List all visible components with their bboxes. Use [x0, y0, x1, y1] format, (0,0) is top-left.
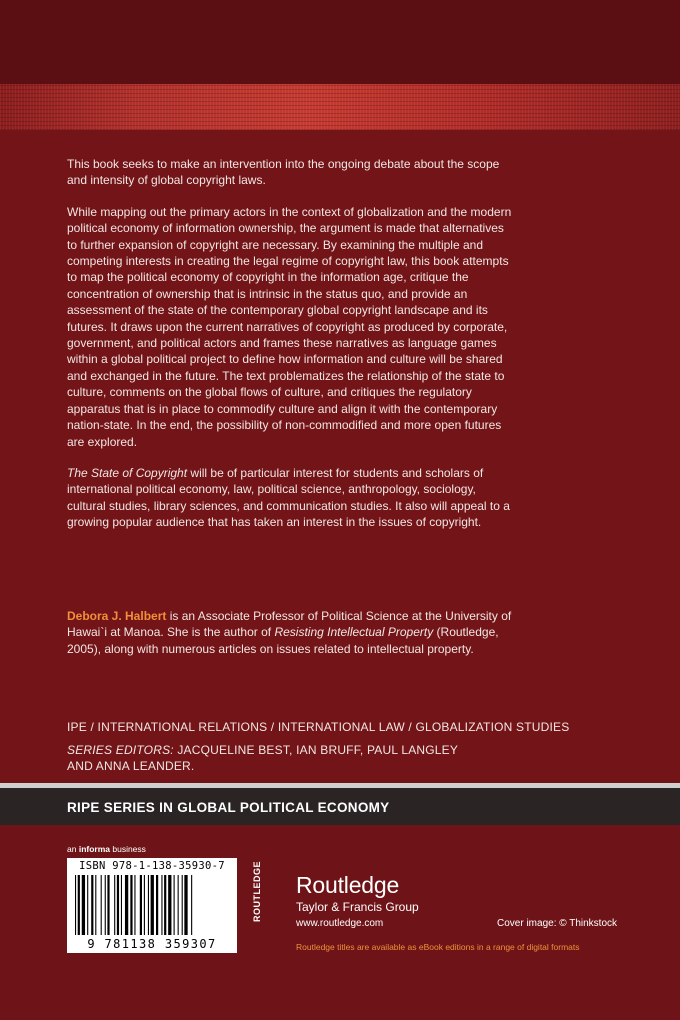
top-band	[0, 0, 680, 84]
series-editors-names: JACQUELINE BEST, IAN BRUFF, PAUL LANGLEY AND ANNA LEANDER.	[67, 743, 458, 774]
series-title: RIPE SERIES IN GLOBAL POLITICAL ECONOMY	[67, 800, 390, 815]
informa-brand: informa	[78, 844, 110, 854]
blurb	[67, 156, 517, 546]
blurb-paragraph-1: This book seeks to make an intervention into the ongoing debate about the scope and intensity of global copyright laws.	[67, 157, 500, 188]
author-previous-book: Resisting Intellectual Property	[274, 625, 434, 640]
barcode	[67, 858, 237, 953]
isbn-text: ISBN 978-1-138-35930-7	[79, 860, 225, 872]
series-bar	[0, 783, 680, 825]
barcode-bars	[75, 875, 229, 935]
subject-categories: IPE / INTERNATIONAL RELATIONS / INTERNATIONAL LAW / GLOBALIZATION STUDIES	[67, 720, 570, 734]
blurb-paragraph-3-text: will be of particular interest for students and scholars of international political economy, law, political science, anthropology, sociology, cultural studies, library sciences, and communication studies. It also will appeal to a growing popular audience that has taken an interest in the issues of copyright.	[67, 465, 510, 530]
publisher-url: www.routledge.com	[296, 918, 384, 929]
cover-image-credit: Cover image: © Thinkstock	[497, 918, 618, 929]
blurb-paragraph-3	[67, 465, 517, 531]
informa-business-tagline	[67, 844, 146, 854]
author-bio	[67, 608, 517, 657]
series-editors-label: SERIES EDITORS:	[67, 743, 174, 757]
author-bio-text-1: is an Associate Professor of Political Science at the University of Hawai`i at Manoa. She is the author of	[67, 609, 512, 640]
publisher-group: Taylor & Francis Group	[296, 900, 419, 914]
author-bio-text-2: (Routledge, 2005), along with numerous articles on issues related to intellectual property.	[67, 625, 499, 656]
informa-prefix: an	[67, 844, 79, 854]
publisher-name: Routledge	[296, 872, 400, 898]
ebook-note: Routledge titles are available as eBook editions in a range of digital formats	[296, 942, 580, 952]
blurb-paragraph-2: While mapping out the primary actors in the context of globalization and the modern political economy of information ownership, the argument is made that alternatives to further expansion of copyright are necessary. By examining the multiple and competing interests in creating the legal regime of copyright law, this book attempts to map the political economy of copyright in the information age, critique the concentration of ownership that is intrinsic in the status quo, and provide an assessment of the state of the contemporary global copyright landscape and its futures. It draws upon the current narratives of copyright as produced by corporate, government, and political actors and frames these narratives as language games within a global political project to define how information and culture will be shared and exchanged in the future. The text problematizes the relationship of the state to culture, comments on the global flows of culture, and critiques the regulatory apparatus that is in place to commodify culture and align it with the contemporary nation-state. In the end, the possibility of non-commodified and more open futures are explored.	[67, 204, 512, 449]
series-editors	[67, 742, 467, 775]
book-title: The State of Copyright	[67, 465, 188, 480]
routledge-vertical-mark: ROUTLEDGE	[252, 860, 262, 922]
author-name: Debora J. Halbert	[67, 609, 167, 623]
textured-band	[0, 84, 680, 130]
informa-suffix: business	[110, 844, 146, 854]
barcode-number: 9 781138 359307	[87, 937, 217, 951]
